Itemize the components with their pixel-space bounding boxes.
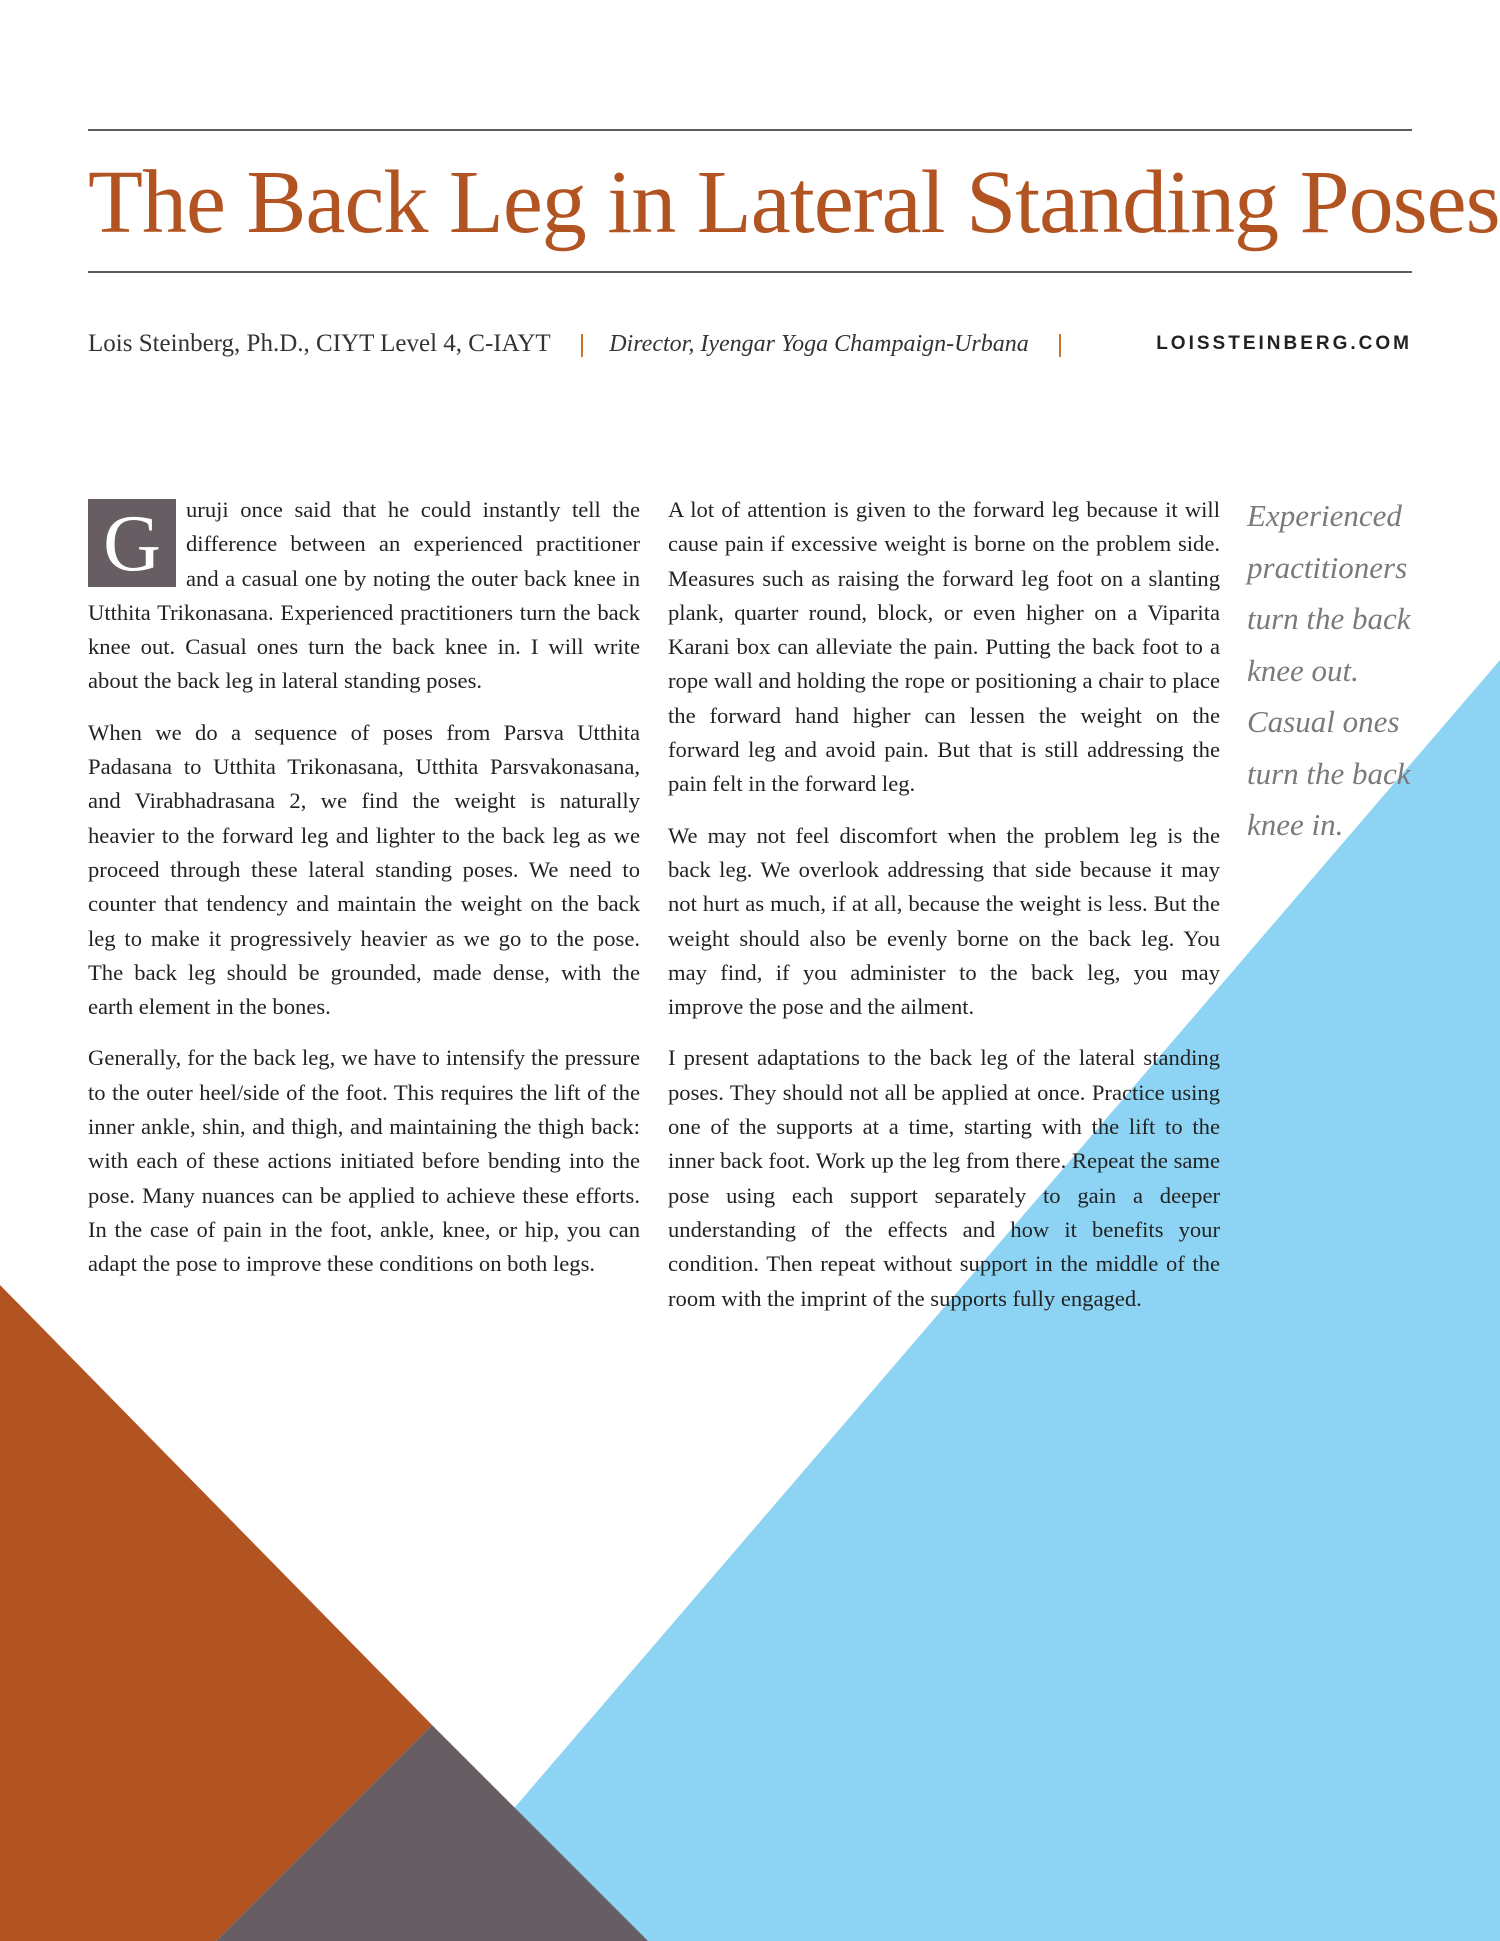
- top-rule: [88, 129, 1412, 131]
- paragraph: I present adaptations to the back leg of the lateral standing poses. They should not all be applied at once. Practice using one of the supports at a time, starting with the lift to the inner back foot. Work up the leg from there. Repeat the same pose using each support separately to gain a deeper understanding of the effects and how it benefits your condition. Then repeat without support in the middle of the room with the imprint of the supports fully engaged.: [668, 1045, 1220, 1311]
- paragraph: [88, 493, 640, 699]
- paragraph: When we do a sequence of poses from Parsva Utthita Padasana to Utthita Trikonasana, Utthita Parsvakonasana, and Virabhadrasana 2, we find the weight is naturally heavier to the forward leg and lighter to the back leg as we proceed through these lateral standing poses. We need to counter that tendency and maintain the weight on the back leg to make it progressively heavier as we go to the pose. The back leg should be grounded, made dense, with the earth element in the bones.: [88, 719, 640, 1020]
- pull-quote: Experienced practitioners turn the back knee out. Casual ones turn the back knee in.: [1247, 498, 1411, 842]
- paragraph: A lot of attention is given to the forward leg because it will cause pain if excessive weight is borne on the problem side. Measures such as raising the forward leg foot on a slanting plank, quarter round, block, or even higher on a Viparita Karani box can alleviate the pain. Putting the back foot to a rope wall and holding the rope or positioning a chair to place the forward hand higher can lessen the weight on the forward leg and avoid pain. But that is still addressing the pain felt in the forward leg.: [668, 497, 1220, 797]
- article-title: The Back Leg in Lateral Standing Poses: [88, 153, 1500, 252]
- paragraph: We may not feel discomfort when the problem leg is the back leg. We overlook addressing that side because it may not hurt as much, if at all, because the weight is less. But the weight should also be evenly borne on the back leg. You may find, if you administer to the back leg, you may improve the pose and the ailment.: [668, 822, 1220, 1020]
- byline: [88, 322, 1412, 366]
- title-bottom-rule: [88, 271, 1412, 273]
- text-column-left: [88, 493, 640, 1299]
- paragraph-text: uruji once said that he could instantly tell the difference between an experienced practitioner and a casual one by noting the outer back knee in Utthita Trikonasana. Experienced practitioners turn the back knee out. Casual ones turn the back knee in. I will write about the back leg in lateral standing poses.: [88, 497, 640, 694]
- text-column-middle: [668, 493, 1220, 1333]
- byline-separator: |: [1056, 329, 1064, 358]
- author-name: Lois Steinberg, Ph.D., CIYT Level 4, C-IAYT: [88, 330, 551, 357]
- paragraph: Generally, for the back leg, we have to intensify the pressure to the outer heel/side of the foot. This requires the lift of the inner ankle, shin, and thigh, and maintaining the thigh back: with each of these actions initiated before bending into the pose. Many nuances can be applied to achieve these efforts. In the case of pain in the foot, ankle, knee, or hip, you can adapt the pose to improve these conditions on both legs.: [88, 1045, 640, 1277]
- drop-cap: G: [88, 499, 176, 587]
- byline-separator: |: [578, 329, 586, 358]
- author-role: Director, Iyengar Yoga Champaign-Urbana: [609, 330, 1029, 357]
- website-link[interactable]: LOISSTEINBERG.COM: [1156, 333, 1412, 354]
